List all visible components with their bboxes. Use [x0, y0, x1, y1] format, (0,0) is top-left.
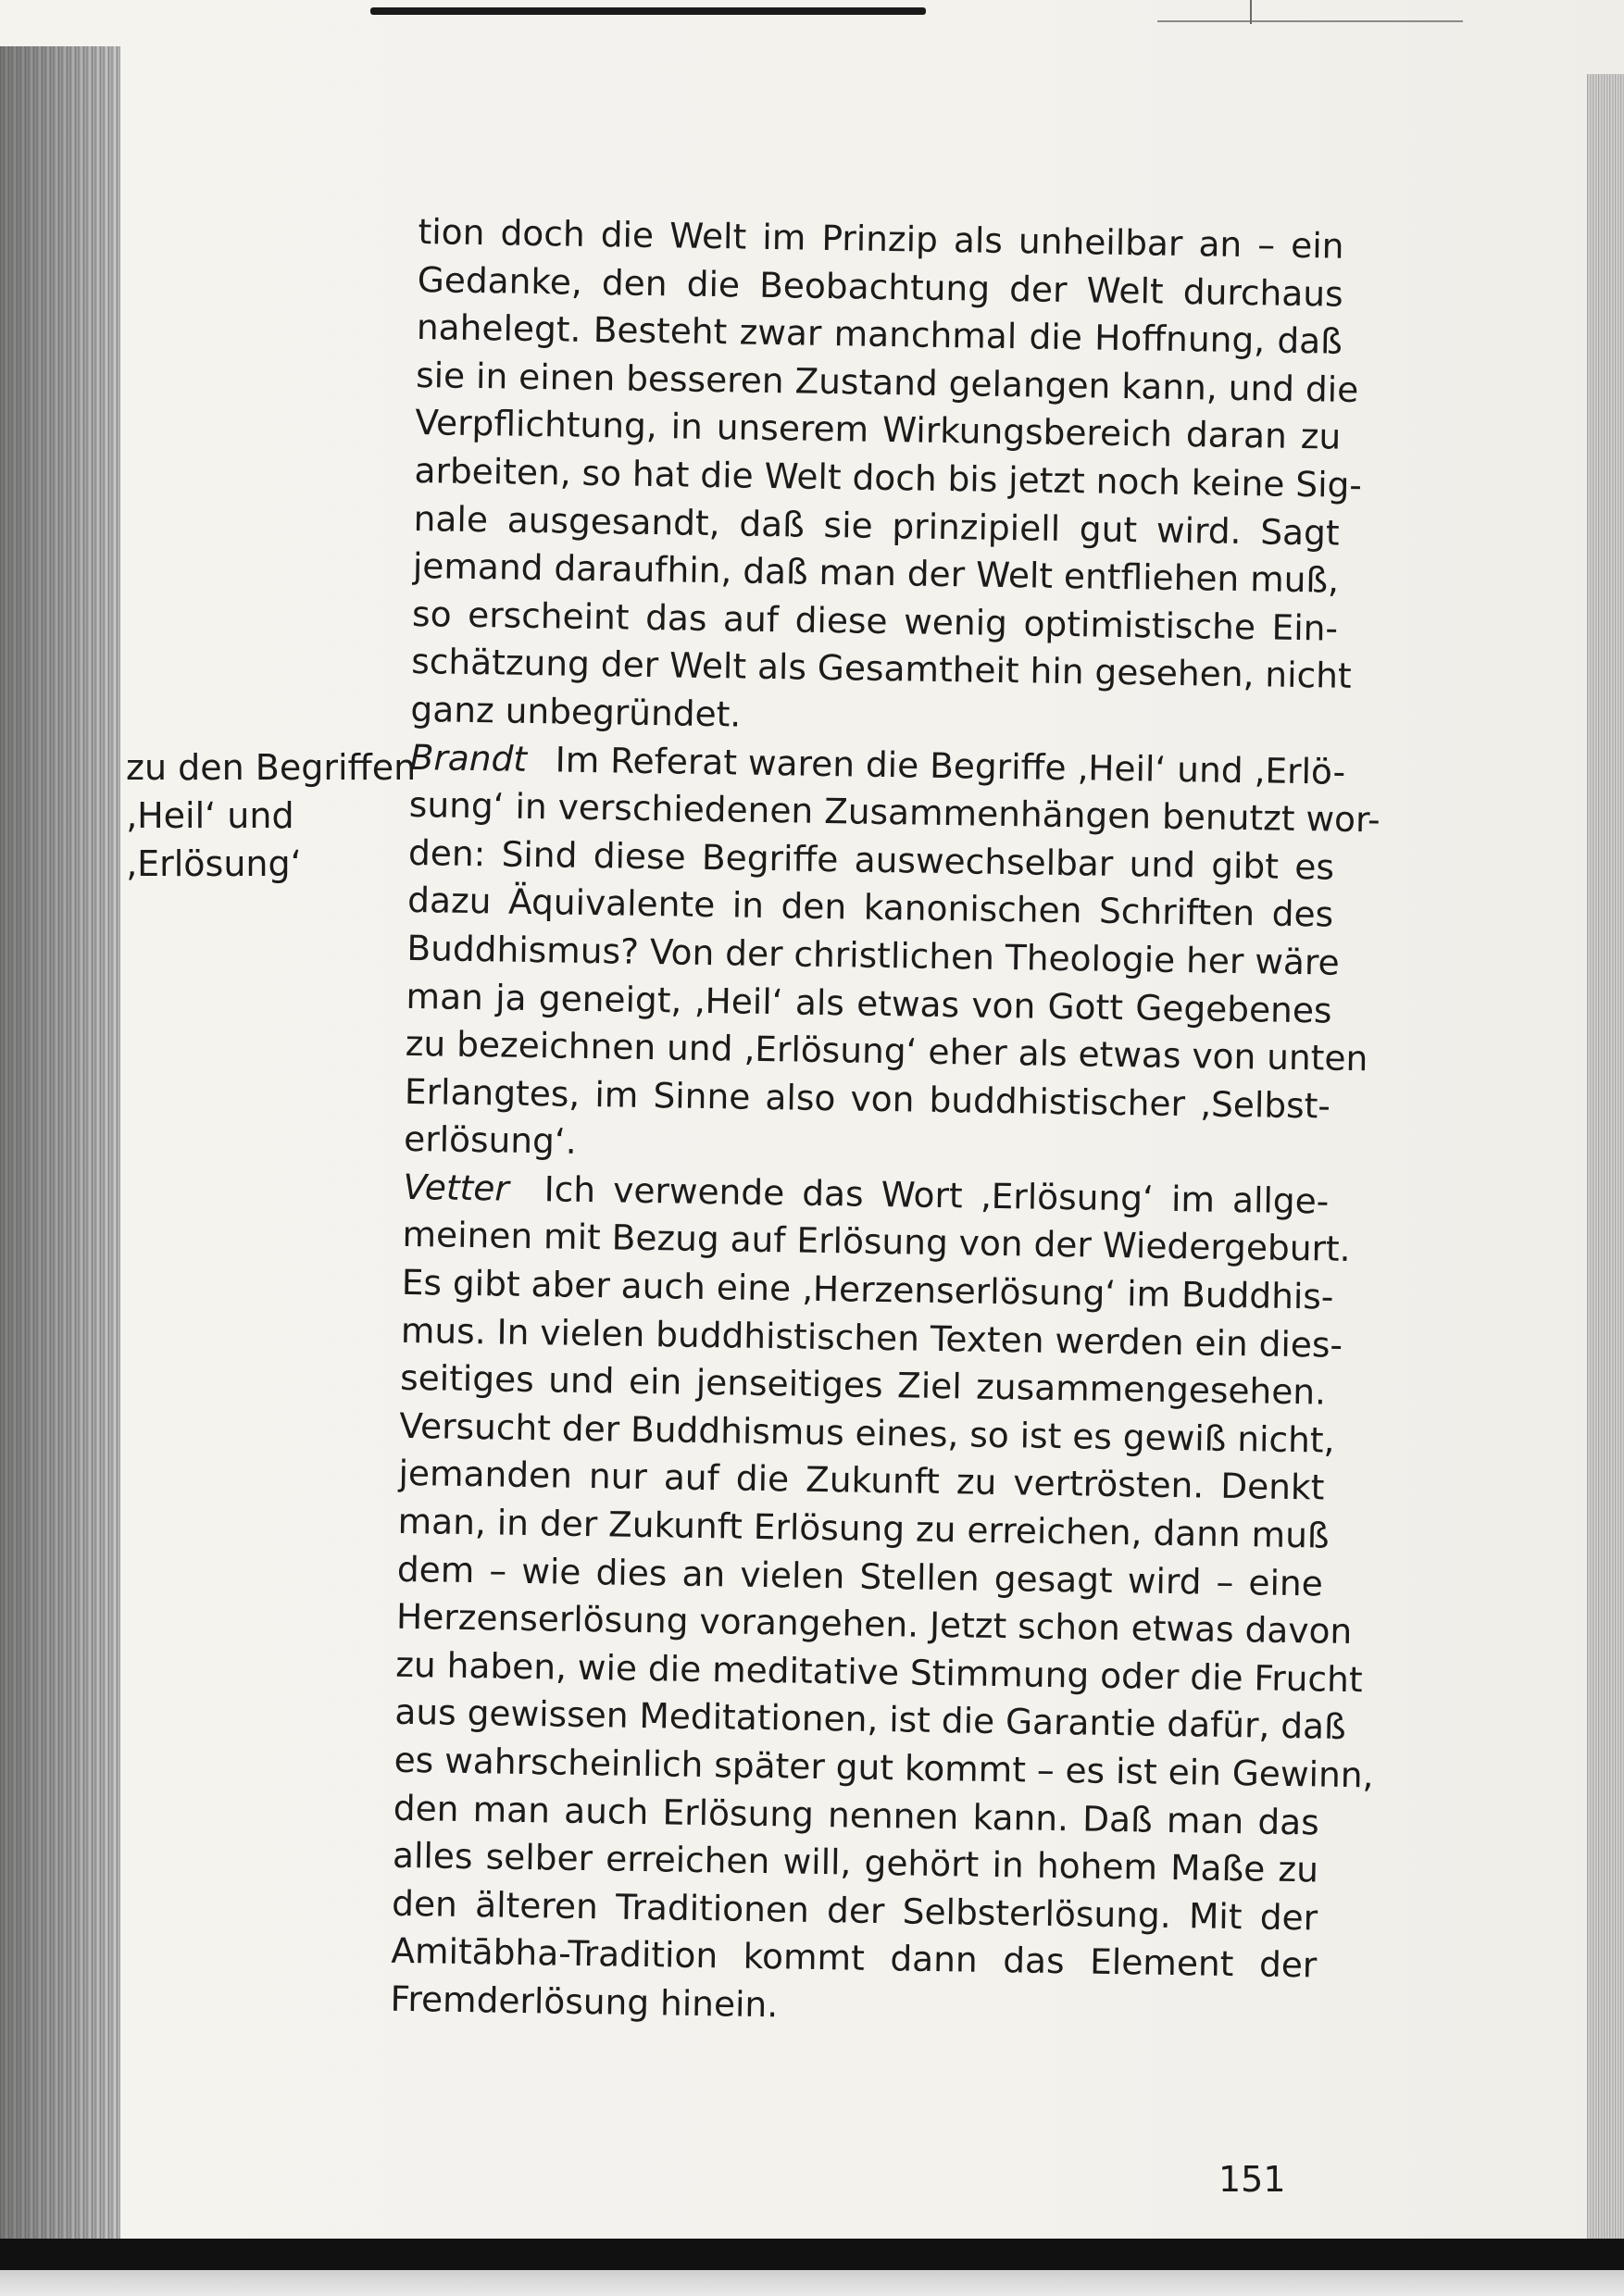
line-text: den älteren Traditionen der Selbsterlösung. Mit der: [391, 1882, 1318, 1939]
line-text: nale ausgesandt, daß sie prinzipiell gut wird. Sagt: [413, 497, 1340, 554]
line-text: Ich verwende das Wort ‚Erlösung‘ im allge-: [543, 1168, 1330, 1222]
bottom-scan-margin: [0, 2270, 1624, 2296]
line-text: zu bezeichnen und ‚Erlösung‘ eher als etwas von unten: [405, 1022, 1368, 1079]
line-text: mus. In vielen buddhistischen Texten werden ein dies-: [400, 1309, 1343, 1366]
line-text: Amitābha-Tradition kommt dann das Element der: [391, 1930, 1318, 1986]
line-text: Gedanke, den die Beobachtung der Welt durchaus: [417, 258, 1344, 315]
line-text: Fremderlösung hinein.: [390, 1978, 779, 2026]
line-text: arbeiten, so hat die Welt doch bis jetzt noch keine Sig-: [414, 449, 1363, 506]
line-text: dazu Äquivalente in den kanonischen Schriften des: [406, 880, 1334, 935]
left-gutter-shadow: [0, 46, 120, 2264]
top-edge-rule-right: [1157, 20, 1463, 22]
margin-note-line: zu den Begriffen: [126, 747, 417, 788]
line-text: jemanden nur auf die Zukunft zu vertrösten. Denkt: [398, 1453, 1325, 1508]
line-text: Erlangtes, im Sinne also von buddhistischer ‚Selbst-: [404, 1070, 1331, 1127]
line-text: es wahrscheinlich später gut kommt – es ist ein Gewinn,: [394, 1739, 1374, 1796]
speaker-name: Brandt: [409, 736, 528, 780]
margin-note: [126, 743, 417, 888]
margin-note-line: ‚Erlösung‘: [126, 843, 302, 884]
line-text: ganz unbegründet.: [410, 688, 742, 735]
right-page-edges: [1587, 74, 1624, 2250]
top-edge-rule: [370, 7, 926, 15]
bottom-scan-edge: [0, 2239, 1624, 2270]
line-text: Versucht der Buddhismus eines, so ist es gewiß nicht,: [399, 1404, 1335, 1461]
top-edge-tick: [1250, 0, 1252, 24]
line-text: nahelegt. Besteht zwar manchmal die Hoffnung, daß: [416, 306, 1343, 362]
line-text: Im Referat waren die Begriffe ‚Heil‘ und ‚Erlö-: [555, 738, 1346, 792]
line-text: Buddhismus? Von der christlichen Theologie her wäre: [406, 927, 1340, 983]
line-text: man ja geneigt, ‚Heil‘ als etwas von Gott Gegebenes: [406, 975, 1332, 1031]
line-text: tion doch die Welt im Prinzip als unheilbar an – ein: [418, 210, 1344, 267]
line-text: man, in der Zukunft Erlösung zu erreichen, dann muß: [397, 1500, 1330, 1556]
line-text: Verpflichtung, in unserem Wirkungsbereich daran zu: [415, 402, 1342, 458]
speaker-name: Vetter: [403, 1166, 510, 1209]
margin-note-line: ‚Heil‘ und: [126, 795, 294, 836]
body-text: [390, 208, 1380, 2038]
line-text: erlösung‘.: [403, 1118, 578, 1163]
page-number: 151: [1218, 2159, 1286, 2200]
line-text: sung‘ in verschiedenen Zusammenhängen benutzt wor-: [408, 784, 1380, 841]
line-text: so erscheint das auf diese wenig optimistische Ein-: [411, 593, 1339, 649]
line-text: Es gibt aber auch eine ‚Herzenserlösung‘ im Buddhis-: [401, 1261, 1334, 1317]
line-text: alles selber erreichen will, gehört in hohem Maße zu: [392, 1834, 1319, 1890]
line-text: den man auch Erlösung nennen kann. Daß man das: [393, 1787, 1320, 1843]
line-text: dem – wie dies an vielen Stellen gesagt wird – eine: [396, 1548, 1324, 1604]
line-text: jemand daraufhin, daß man der Welt entfliehen muß,: [412, 545, 1340, 601]
line-text: seitiges und ein jenseitiges Ziel zusammengesehen.: [399, 1357, 1327, 1413]
line-text: den: Sind diese Begriffe auswechselbar und gibt es: [407, 831, 1335, 888]
line-text: meinen mit Bezug auf Erlösung von der Wiedergeburt.: [402, 1214, 1351, 1270]
line-text: Herzenserlösung vorangehen. Jetzt schon etwas davon: [395, 1596, 1353, 1653]
line-text: zu haben, wie die meditative Stimmung oder die Frucht: [394, 1643, 1363, 1701]
line-text: aus gewissen Meditationen, ist die Garantie dafür, daß: [394, 1691, 1347, 1748]
line-text: sie in einen besseren Zustand gelangen kann, und die: [415, 354, 1359, 410]
line-text: schätzung der Welt als Gesamtheit hin gesehen, nicht: [410, 641, 1352, 697]
